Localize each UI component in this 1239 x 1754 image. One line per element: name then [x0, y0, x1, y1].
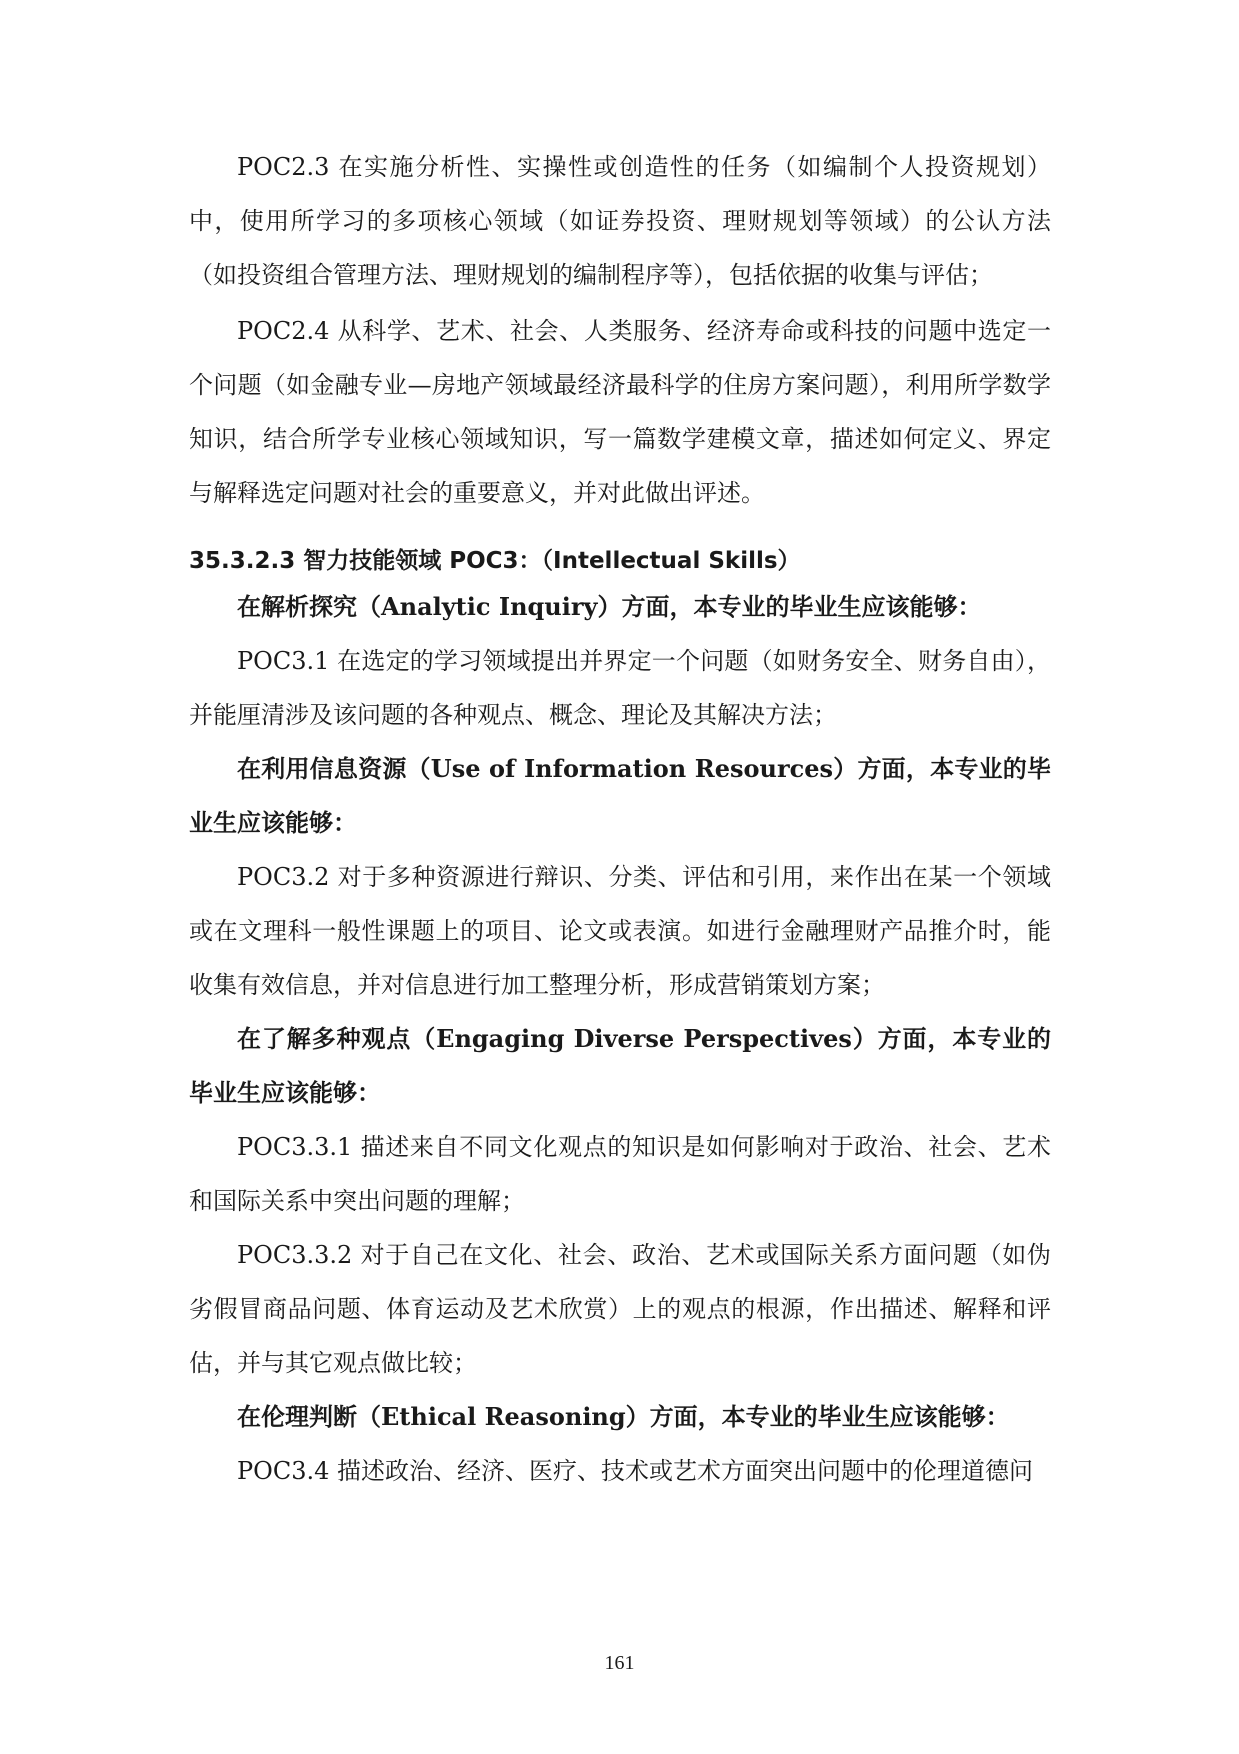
paragraph-poc3-2: POC3.2 对于多种资源进行辩识、分类、评估和引用，来作出在某一个领域或在文理科一般性课题上的项目、论文或表演。如进行金融理财产品推介时，能收集有效信息，并对信息进行加工整理分析，形成营销策划方案；: [189, 863, 1051, 999]
diverse-perspectives-heading: 在了解多种观点（Engaging Diverse Perspectives）方面，本专业的毕业生应该能够：: [189, 1024, 1051, 1107]
analytic-inquiry-heading: 在解析探究（Analytic Inquiry）方面，本专业的毕业生应该能够：: [237, 592, 982, 621]
paragraph-poc2-3: POC2.3 在实施分析性、实操性或创造性的任务（如编制个人投资规划）中，使用所学习的多项核心领域（如证券投资、理财规划等领域）的公认方法（如投资组合管理方法、理财规划的编制程序等），包括依据的收集与评估；: [189, 153, 1051, 289]
page-content: [189, 140, 1051, 1498]
section-heading-poc3: 35.3.2.3 智力技能领域 POC3：（Intellectual Skills）: [189, 548, 801, 574]
ethical-reasoning-heading: 在伦理判断（Ethical Reasoning）方面，本专业的毕业生应该能够：: [237, 1402, 1010, 1431]
information-resources-heading: 在利用信息资源（Use of Information Resources）方面，本专业的毕业生应该能够：: [189, 754, 1051, 837]
paragraph-poc3-3-2: POC3.3.2 对于自己在文化、社会、政治、艺术或国际关系方面问题（如伪劣假冒商品问题、体育运动及艺术欣赏）上的观点的根源，作出描述、解释和评估，并与其它观点做比较；: [189, 1241, 1051, 1377]
page-number: 161: [604, 1652, 635, 1674]
paragraph-poc2-4: POC2.4 从科学、艺术、社会、人类服务、经济寿命或科技的问题中选定一个问题（如金融专业—房地产领域最经济最科学的住房方案问题），利用所学数学知识，结合所学专业核心领域知识，写一篇数学建模文章，描述如何定义、界定与解释选定问题对社会的重要意义，并对此做出评述。: [189, 317, 1051, 507]
paragraph-poc3-3-1: POC3.3.1 描述来自不同文化观点的知识是如何影响对于政治、社会、艺术和国际关系中突出问题的理解；: [189, 1133, 1051, 1215]
paragraph-poc3-4: POC3.4 描述政治、经济、医疗、技术或艺术方面突出问题中的伦理道德问: [237, 1457, 1033, 1485]
paragraph-poc3-1: POC3.1 在选定的学习领域提出并界定一个问题（如财务安全、财务自由），并能厘清涉及该问题的各种观点、概念、理论及其解决方法；: [189, 647, 1051, 729]
